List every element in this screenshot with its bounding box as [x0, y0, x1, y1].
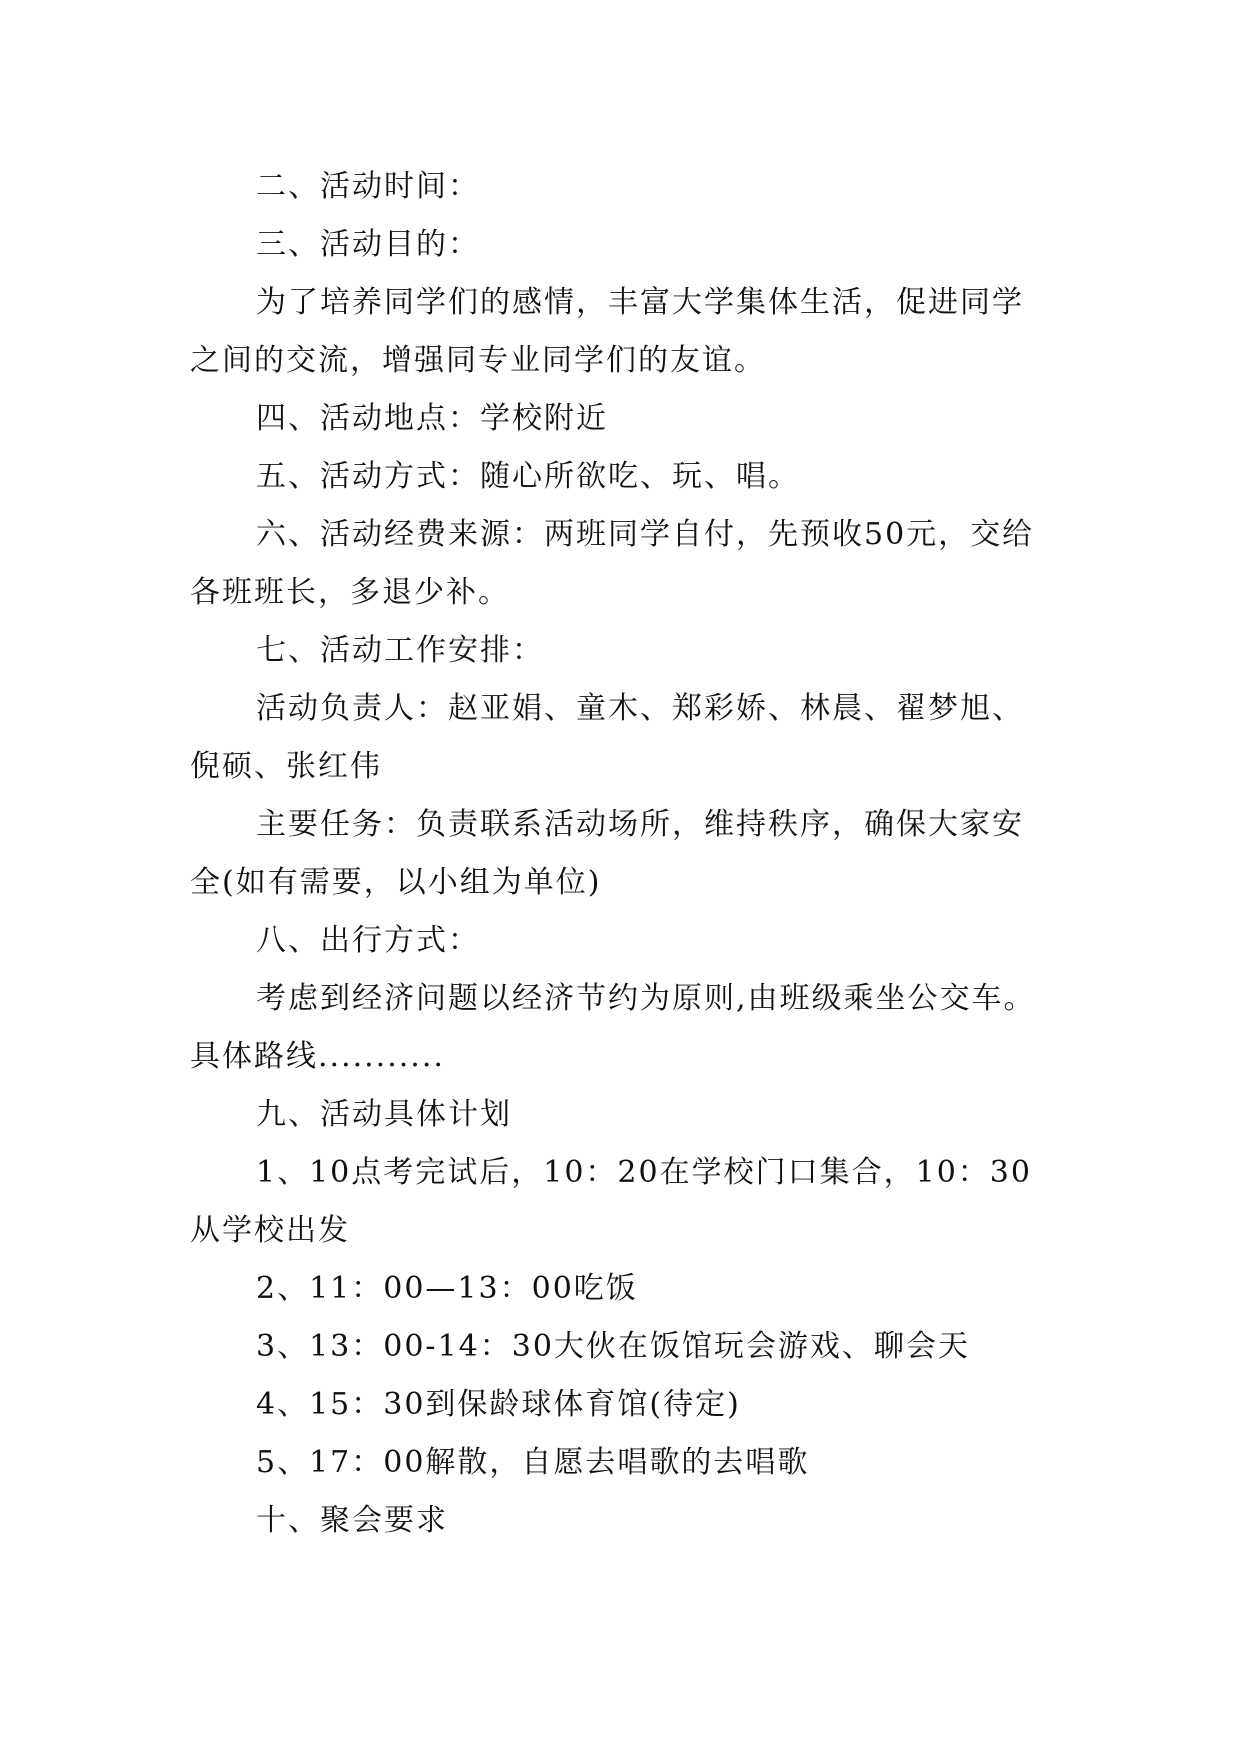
- section-activity-purpose: 三、活动目的：: [256, 227, 480, 262]
- section-detailed-plan: 九、活动具体计划: [256, 1097, 512, 1132]
- responsible-persons: 活动负责人：赵亚娟、童木、郑彩娇、林晨、翟梦旭、倪硕、张红伟: [190, 691, 1024, 784]
- main-tasks: 主要任务：负责联系活动场所，维持秩序，确保大家安全(如有需要，以小组为单位): [190, 807, 1024, 900]
- section-activity-funding: 六、活动经费来源：两班同学自付，先预收50元，交给各班班长，多退少补。: [190, 517, 1035, 610]
- travel-details: 考虑到经济问题以经济节约为原则,由班级乘坐公交车。具体路线...........: [190, 981, 1036, 1074]
- purpose-text: 为了培养同学们的感情，丰富大学集体生活，促进同学之间的交流，增强同专业同学们的友谊。: [190, 285, 1024, 378]
- section-gathering-requirements: 十、聚会要求: [256, 1503, 448, 1538]
- section-activity-location: 四、活动地点：学校附近: [256, 401, 608, 436]
- plan-item-1: 1、10点考完试后，10：20在学校门口集合，10：30从学校出发: [190, 1155, 1032, 1248]
- section-activity-method: 五、活动方式：随心所欲吃、玩、唱。: [256, 459, 800, 494]
- plan-item-2: 2、11：00—13：00吃饭: [256, 1271, 638, 1306]
- plan-item-4: 4、15：30到保龄球体育馆(待定): [256, 1387, 741, 1422]
- section-activity-time: 二、活动时间：: [256, 169, 480, 204]
- plan-item-5: 5、17：00解散，自愿去唱歌的去唱歌: [256, 1445, 810, 1480]
- document-body: [190, 158, 1052, 1550]
- section-work-arrangement: 七、活动工作安排：: [256, 633, 544, 668]
- section-travel-method: 八、出行方式：: [256, 923, 480, 958]
- plan-item-3: 3、13：00-14：30大伙在饭馆玩会游戏、聊会天: [256, 1329, 970, 1364]
